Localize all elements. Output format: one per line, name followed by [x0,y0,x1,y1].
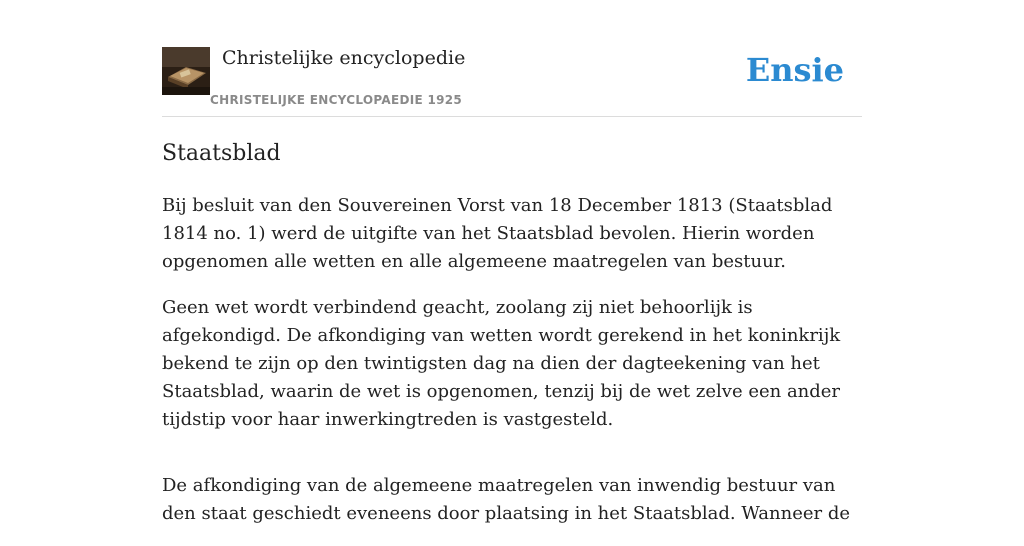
book-photo-icon [162,47,210,95]
site-title[interactable]: Christelijke encyclopedie [222,47,466,69]
article-body [162,192,862,546]
encyclopedia-avatar[interactable] [162,47,210,95]
brand-logo[interactable]: Ensie [745,51,844,89]
article-paragraph: De afkondiging van de algemeene maatregelen van inwendig bestuur van den staat geschiedt eveneens door plaatsing in het Staatsblad. Wanneer de [162,475,851,524]
article-paragraph: Bij besluit van den Souvereinen Vorst van 18 December 1813 (Staatsblad 1814 no. 1) werd de uitgifte van het Staatsblad bevolen. Hierin worden opgenomen alle wetten en alle algemeene maatregelen van bestuur. [162,195,833,272]
article-title: Staatsblad [162,141,281,166]
site-subtitle: CHRISTELIJKE ENCYCLOPAEDIE 1925 [210,93,463,107]
site-header [162,44,862,117]
article-paragraph: Geen wet wordt verbindend geacht, zoolang zij niet behoorlijk is afgekondigd. De afkondiging van wetten wordt gerekend in het koninkrijk bekend te zijn op den twintigsten dag na dien der dagteekening van het Staatsblad, waarin de wet is opgenomen, tenzij bij de wet zelve een ander tijdstip voor haar inwerkingtreden is vastgesteld. [162,297,841,430]
